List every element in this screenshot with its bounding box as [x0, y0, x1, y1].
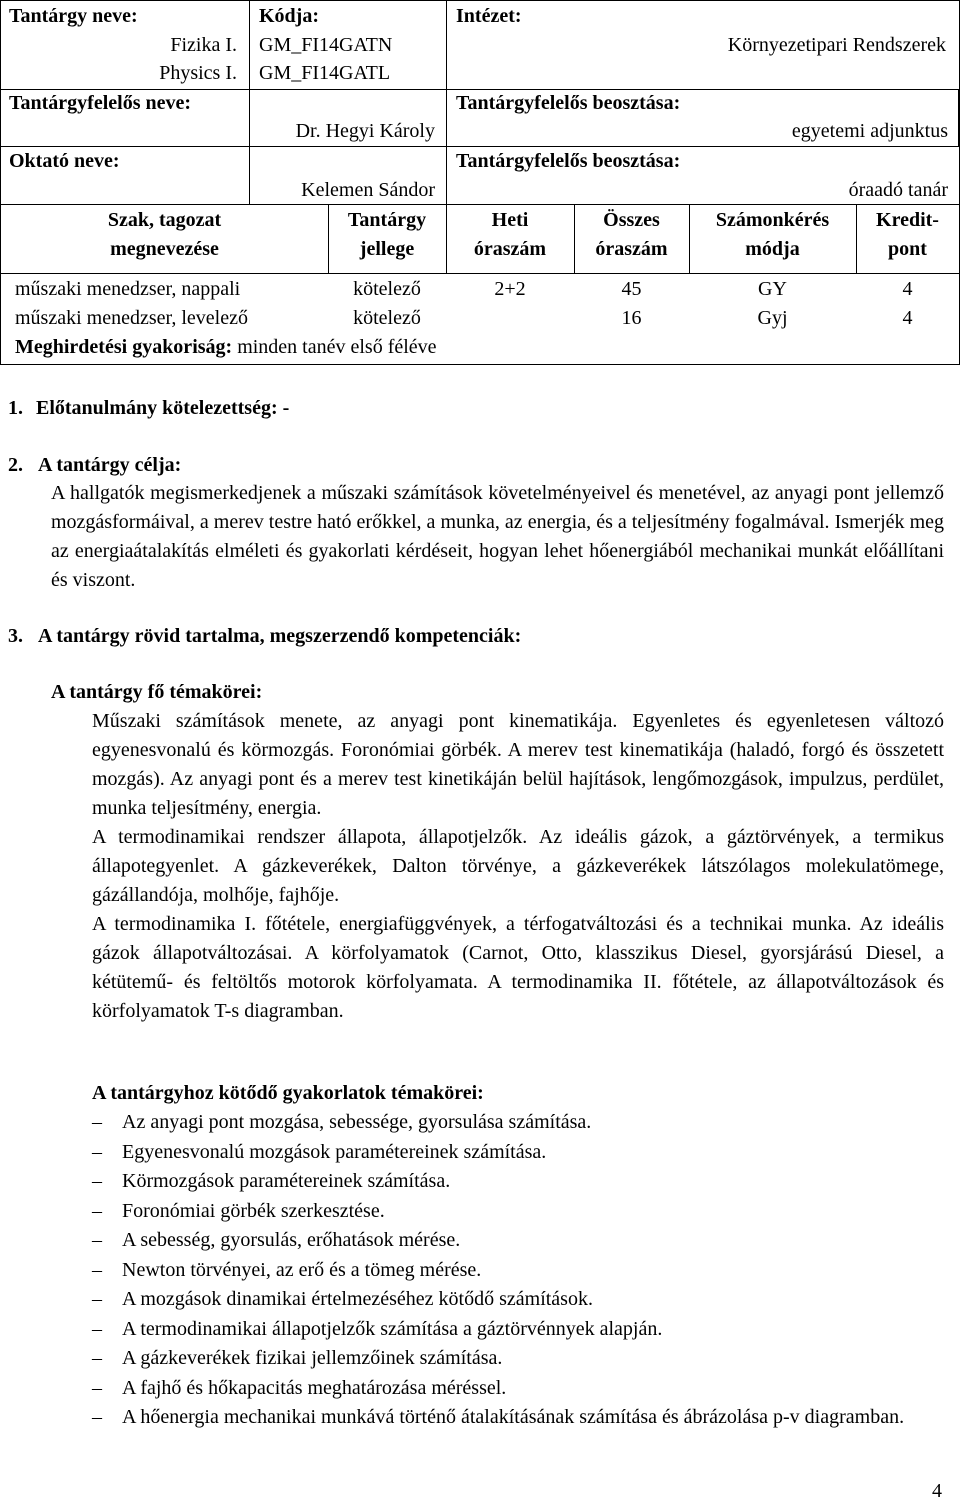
table-line — [958, 89, 959, 147]
topics-title: A tantárgy fő témakörei: — [51, 681, 263, 703]
col-kredit-1: Kredit- — [876, 209, 939, 231]
teacher-label: Oktató neve: — [9, 150, 120, 172]
code-label: Kódja: — [259, 5, 319, 27]
list-item: – A termodinamikai állapotjelzők számítása a gáztörvénnyek alapján. — [92, 1315, 952, 1345]
dash-bullet: – — [92, 1199, 102, 1222]
section-2-title: A tantárgy célja: — [38, 454, 182, 476]
dash-bullet: – — [92, 1376, 102, 1399]
section-1-number: 1. — [8, 397, 23, 419]
list-item: – A hőenergia mechanikai munkává történő átalakításának számítása és ábrázolása p-v diagramban. — [92, 1403, 952, 1433]
col-osszes-2: óraszám — [595, 238, 668, 260]
topic-paragraph: Műszaki számítások menete, az anyagi pont kinematikája. Egyenletes és egyenletesen változó egyenesvonalú és körmozgás. Foronómiai görbék. A merev test kinematikája (haladó, forgó és összetett mozgás). Az anyagi pont és a merev test kinetikáján belül hajítások, lengőmozgások, impulzus, perdület, munka teljesítmény, energia. — [92, 710, 944, 819]
row-2-szak: műszaki menedzser, levelező — [15, 307, 248, 329]
section-3-title: A tantárgy rövid tartalma, megszerzendő kompetenciák: — [38, 625, 522, 647]
frequency-value: minden tanév első féléve — [237, 336, 437, 358]
col-heti-1: Heti — [491, 209, 529, 231]
row-2-osszes: 16 — [621, 307, 642, 329]
row-1-szamon: GY — [758, 278, 787, 300]
list-item: – A mozgások dinamikai értelmezéséhez kötődő számítások. — [92, 1285, 952, 1315]
section-2-number: 2. — [8, 454, 23, 476]
dash-bullet: – — [92, 1317, 102, 1340]
subject-en: Physics I. — [159, 62, 237, 84]
list-item: – A gázkeverékek fizikai jellemzőinek számítása. — [92, 1344, 952, 1374]
section-1-heading — [8, 394, 289, 423]
responsible-pos-value: egyetemi adjunktus — [791, 120, 948, 142]
section-2-text: A hallgatók megismerkedjenek a műszaki számítások követelményeivel és menetével, az anyagi pont jellemző mozgásformáival, a merev testre ható erőkkel, a munka, az energia, és a teljesítmény fogalmával. Ismerjék meg az energiaátalakítás elméleti és gyakorlati kérdéseit, hogyan lehet hőenergiából mechanikai munkát előállítani és viszont. — [51, 482, 944, 591]
frequency-label: Meghirdetési gyakoriság: — [15, 336, 233, 358]
page-number: 4 — [932, 1480, 942, 1502]
list-item: – Az anyagi pont mozgása, sebessége, gyorsulása számítása. — [92, 1108, 952, 1138]
dash-bullet: – — [92, 1111, 102, 1133]
section-3-heading — [8, 622, 521, 651]
col-szak-2: megnevezése — [110, 238, 219, 260]
topics-text — [92, 707, 944, 1026]
teacher-pos-value: óraadó tanár — [848, 179, 948, 201]
col-szamon-1: Számonkérés — [715, 209, 830, 231]
code-1: GM_FI14GATN — [259, 34, 393, 56]
list-item: – Foronómiai görbék szerkesztése. — [92, 1197, 952, 1227]
dash-bullet: – — [92, 1140, 102, 1163]
list-item: – Newton törvényei, az erő és a tömeg mérése. — [92, 1256, 952, 1286]
list-item: – A sebesség, gyorsulás, erőhatások mérése. — [92, 1226, 952, 1256]
practice-title: A tantárgyhoz kötődő gyakorlatok témakörei: — [92, 1082, 484, 1104]
section-3-number: 3. — [8, 625, 23, 647]
subject-label: Tantárgy neve: — [9, 5, 138, 27]
col-szamon-2: módja — [745, 238, 800, 260]
dash-bullet: – — [92, 1406, 102, 1428]
col-szak-1: Szak, tagozat — [107, 209, 222, 231]
col-jelleg-1: Tantárgy — [347, 209, 427, 231]
col-kredit-2: pont — [888, 238, 927, 260]
row-2-kredit: 4 — [902, 307, 913, 329]
teacher-value: Kelemen Sándor — [301, 179, 435, 201]
topic-paragraph: A termodinamika I. főtétele, energiafüggvények, a térfogatváltozási és a technikai munka. Az ideális gázok állapotváltozásai. A körfolyamatok (Carnot, Otto, klasszikus Diesel, gyorsjárású Diesel, a kétütemű- és feltöltős motorok körfolyamata. A termodinamika II. főtétele, az állapotváltozások és körfolyamatok T-s diagramban. — [92, 913, 944, 1022]
institute-value: Környezetipari Rendszerek — [727, 34, 946, 56]
list-item: – A fajhő és hőkapacitás meghatározása méréssel. — [92, 1374, 952, 1404]
responsible-value: Dr. Hegyi Károly — [295, 120, 435, 142]
dash-bullet: – — [92, 1347, 102, 1369]
responsible-label: Tantárgyfelelős neve: — [9, 92, 192, 114]
row-2-jelleg: kötelező — [353, 307, 421, 329]
table-line — [249, 1, 250, 204]
col-jelleg-2: jellege — [359, 238, 415, 260]
dash-bullet: – — [92, 1288, 102, 1310]
practice-list — [92, 1108, 952, 1433]
list-item: – Egyenesvonalú mozgások paramétereinek számítása. — [92, 1138, 952, 1168]
row-1-osszes: 45 — [621, 278, 642, 300]
code-2: GM_FI14GATL — [259, 62, 391, 84]
list-item: – Körmozgások paramétereinek számítása. — [92, 1167, 952, 1197]
institute-label: Intézet: — [456, 5, 522, 27]
frequency-line — [15, 333, 437, 362]
row-2-szamon: Gyj — [757, 307, 788, 329]
section-1-title: Előtanulmány kötelezettség: - — [36, 397, 290, 419]
dash-bullet: – — [92, 1170, 102, 1192]
responsible-pos-label: Tantárgyfelelős beosztása: — [456, 92, 681, 114]
table-line — [1, 273, 959, 274]
teacher-pos-label: Tantárgyfelelős beosztása: — [456, 150, 681, 172]
row-1-kredit: 4 — [902, 278, 913, 300]
subject-hu: Fizika I. — [170, 34, 237, 56]
col-heti-2: óraszám — [473, 238, 547, 260]
topic-paragraph: A termodinamikai rendszer állapota, állapotjelzők. Az ideális gázok, a gáztörvények, a termikus állapotegyenlet. A gázkeverékek, Dalton törvénye, a gázkeverékek látszólagos molekulatömege, gázállandója, molhője, fajhője. — [92, 826, 944, 906]
row-1-heti: 2+2 — [494, 278, 526, 300]
row-1-jelleg: kötelező — [353, 278, 421, 300]
col-osszes-1: Összes — [603, 209, 660, 231]
dash-bullet: – — [92, 1258, 102, 1281]
course-info-table — [0, 0, 960, 365]
section-2-heading — [8, 451, 181, 480]
row-1-szak: műszaki menedzser, nappali — [15, 278, 241, 300]
dash-bullet: – — [92, 1229, 102, 1251]
